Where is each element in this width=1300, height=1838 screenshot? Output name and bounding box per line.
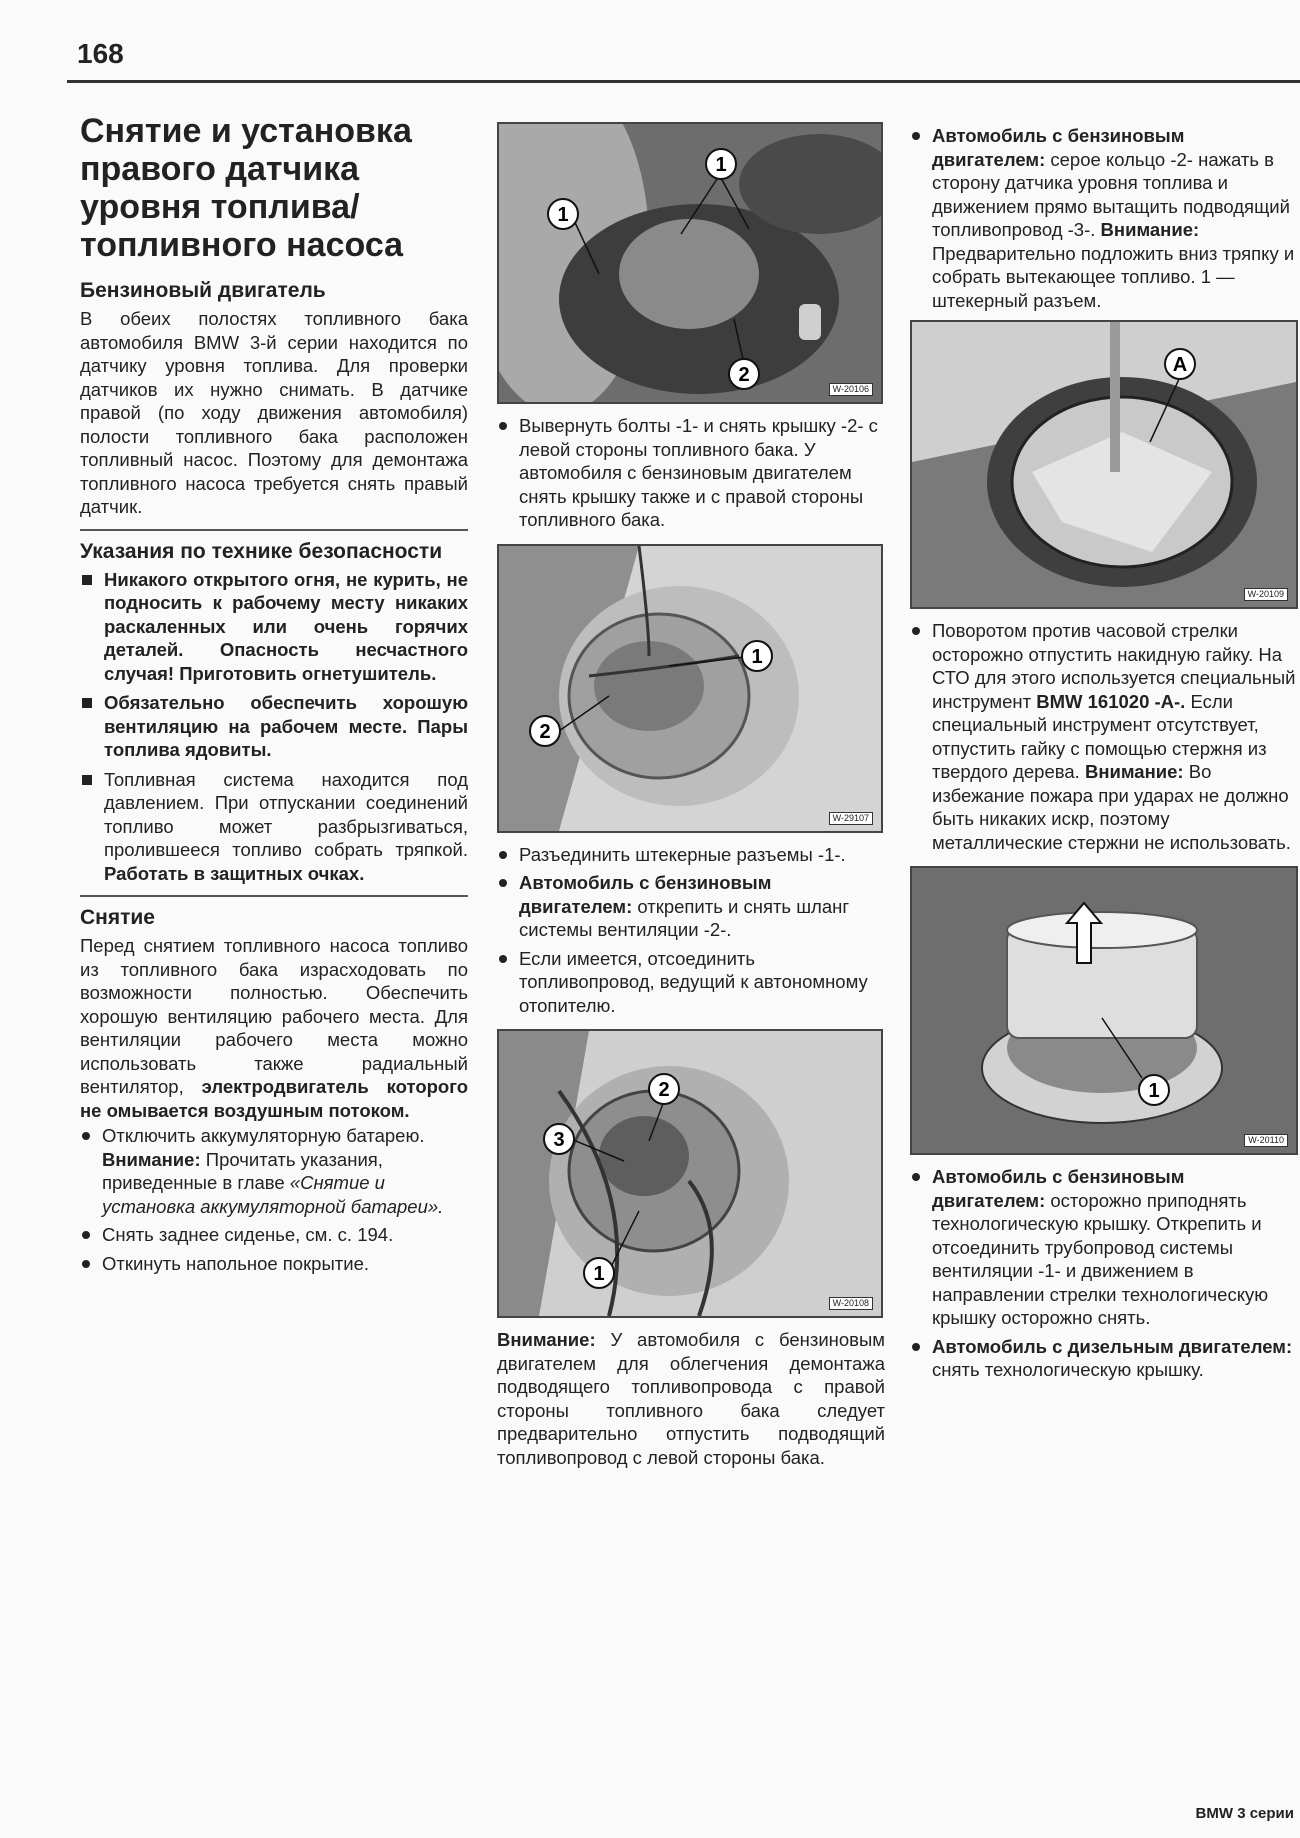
- bullet-icon: [912, 1173, 920, 1181]
- bullet-icon: [499, 879, 507, 887]
- bullet-icon: [82, 1260, 90, 1268]
- list-item: Снять заднее сиденье, см. с. 194.: [80, 1223, 468, 1247]
- bullet-icon: [912, 132, 920, 140]
- callout-label: 2: [658, 1079, 670, 1101]
- list-item: Отключить аккумуляторную батарею. Внимание: Прочитать указания, приведенные в главе «Снятие и установка аккумуляторной батареи».: [80, 1124, 468, 1218]
- bullet-icon: [912, 627, 920, 635]
- square-bullet-icon: [82, 575, 92, 585]
- safety-item: Обязательно обеспечить хорошую вентиляцию на рабочем месте. Пары топлива ядовиты.: [80, 691, 468, 762]
- figure-code: W-20106: [829, 383, 873, 396]
- page-footer: BMW 3 серии: [1195, 1805, 1294, 1822]
- list-item: Автомобиль с бензиновым двигателем: открепить и снять шланг системы вентиляции -2-.: [497, 871, 885, 942]
- callout-label: 3: [553, 1129, 565, 1151]
- list-item: Автомобиль с бензиновым двигателем: осторожно приподнять технологическую крышку. Открепить и отсоединить трубопровод системы вентиляции -1- и движением в направлении стрелки технологическую крышку осторожно снять.: [910, 1165, 1300, 1330]
- safety-item: Никакого открытого огня, не курить, не подносить к рабочему месту никаких раскаленных или очень горячих деталей. Опасность несчастного случая! Приготовить огнетушитель.: [80, 568, 468, 686]
- fuel-tank-cover-photo: [499, 124, 881, 402]
- list-item: Откинуть напольное покрытие.: [80, 1252, 468, 1276]
- square-bullet-icon: [82, 698, 92, 708]
- sensor-nut-photo: [912, 322, 1296, 607]
- removal-heading: Снятие: [80, 906, 155, 929]
- bullet-icon: [912, 1343, 920, 1351]
- petrol-text: В обеих полостях топливного бака автомобиля BMW 3-й серии находится по датчику уровня топлива. Для проверки датчиков их нужно снимать. В датчике правой (по ходу движения автомобиля) полости топливного бака расположен топливный насос. Поэтому для демонтажа топливного насоса требуется снять правый датчик.: [80, 308, 468, 517]
- figure-fuel-line: [497, 1029, 883, 1318]
- list-item: Автомобиль с бензиновым двигателем: серое кольцо -2- нажать в сторону датчика уровня топлива и движением прямо вытащить подводящий топливопровод -3-. Внимание: Предварительно подложить вниз тряпку и собрать вытекающее топливо. 1 — штекерный разъем.: [910, 124, 1300, 312]
- bullet-icon: [82, 1231, 90, 1239]
- connectors-photo: [499, 546, 881, 831]
- figure-code: W-20108: [829, 1297, 873, 1310]
- callout-label: 1: [557, 204, 569, 226]
- fuel-line-photo: [499, 1031, 881, 1316]
- list-item: Автомобиль с дизельным двигателем: снять технологическую крышку.: [910, 1335, 1300, 1382]
- removal-text: Перед снятием топливного насоса топливо из топливного бака израсходовать по возможности полностью. Обеспечить хорошую вентиляцию рабочего места. Для вентиляции рабочего места можно использовать также радиальный вентилятор, электродвигатель которого не омывается воздушным потоком.: [80, 935, 468, 1121]
- list-item: Поворотом против часовой стрелки осторожно отпустить накидную гайку. На СТО для этого используется специальный инструмент BMW 161020 -A-. Если специальный инструмент отсутствует, отпустить гайку с помощью стержня из твердого дерева. Внимание: Во избежание пожара при ударах не должно быть никаких искр, поэтому металлические стержни не использовать.: [910, 619, 1300, 854]
- bullet-icon: [499, 955, 507, 963]
- figure-sensor-nut: [910, 320, 1298, 609]
- column-right: [910, 122, 1300, 1387]
- figure-code: W-20110: [1244, 1134, 1288, 1147]
- safety-item: Топливная система находится под давлением. При отпускании соединений топливо может разбрызгиваться, пролившееся топливо собрать тряпкой. Работать в защитных очках.: [80, 768, 468, 886]
- column-left: [80, 112, 468, 1280]
- callout-label: 1: [751, 645, 763, 668]
- list-item: Если имеется, отсоединить топливопровод, ведущий к автономному отопителю.: [497, 947, 885, 1018]
- petrol-heading: Бензиновый двигатель: [80, 279, 326, 302]
- figure-code: W-20109: [1244, 588, 1288, 601]
- callout-label: 1: [593, 1263, 605, 1285]
- list-item: Вывернуть болты -1- и снять крышку -2- с левой стороны топливного бака. У автомобиля с бензиновым двигателем снять крышку также и с правой стороны топливного бака.: [497, 414, 885, 532]
- callout-label: 2: [738, 364, 750, 386]
- page-number: 168: [77, 38, 124, 69]
- service-cover-photo: [912, 868, 1296, 1153]
- page-title: Снятие и установка правого датчика уровня топлива/ топливного насоса: [80, 112, 412, 264]
- section-divider: [80, 529, 468, 531]
- bullet-icon: [499, 851, 507, 859]
- figure-service-cover: [910, 866, 1298, 1155]
- column-middle: [497, 122, 885, 1469]
- callout-label: A: [1172, 354, 1188, 376]
- section-divider: [80, 895, 468, 897]
- header-rule: [67, 80, 1300, 83]
- bullet-icon: [82, 1132, 90, 1140]
- list-item: Разъединить штекерные разъемы -1-.: [497, 843, 885, 867]
- attention-note: Внимание: У автомобиля с бензиновым двигателем для облегчения демонтажа подводящего топливопровода с правой стороны топливного бака следует предварительно отпустить подводящий топливопровод с левой стороны бака.: [497, 1329, 886, 1468]
- figure-code: W-29107: [829, 812, 873, 825]
- callout-label: 1: [715, 154, 727, 176]
- figure-fuel-tank-cover: [497, 122, 883, 404]
- callout-label: 1: [1148, 1080, 1160, 1102]
- callout-label: 2: [539, 720, 551, 743]
- figure-connectors: [497, 544, 883, 833]
- square-bullet-icon: [82, 775, 92, 785]
- safety-heading: Указания по технике безопасности: [80, 539, 443, 563]
- bullet-icon: [499, 422, 507, 430]
